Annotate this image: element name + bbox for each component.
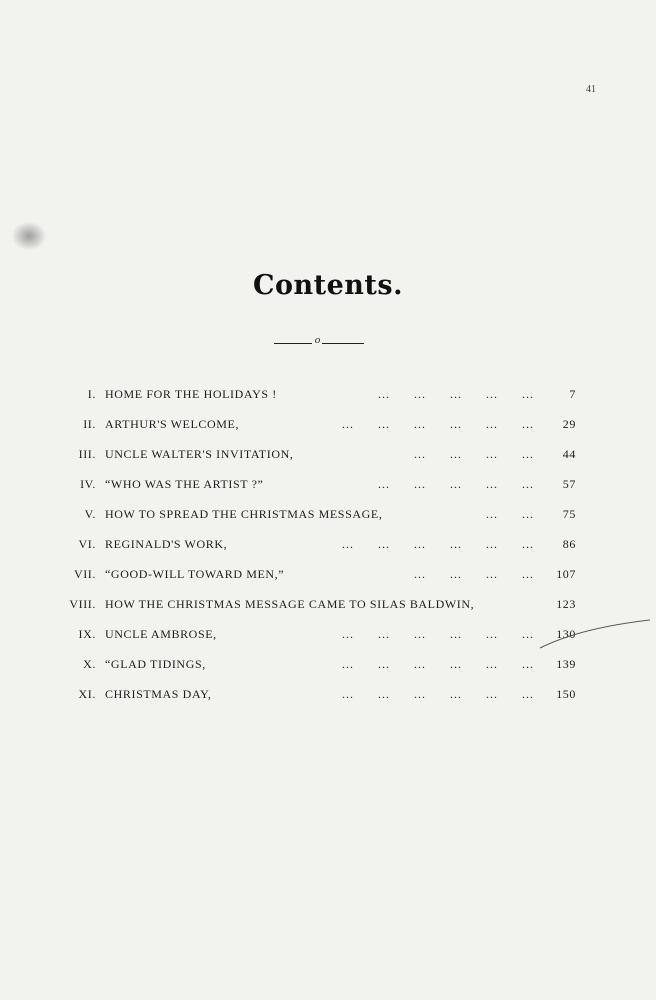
dot-leaders: ... ... ... ... [414, 567, 534, 581]
page-number: 29 [562, 417, 576, 431]
page-number: 44 [562, 447, 576, 461]
dot-leaders: ... ... ... ... ... ... [342, 627, 534, 641]
page-number: 7 [569, 387, 576, 401]
page-number: 139 [556, 657, 576, 671]
page-number: 86 [562, 537, 576, 551]
corner-mark: 41 [586, 84, 596, 95]
page-number: 107 [556, 567, 576, 581]
chapter-title: HOME FOR THE HOLIDAYS ! [105, 387, 277, 401]
chapter-number: XI. [78, 687, 96, 701]
chapter-number: IX. [78, 627, 96, 641]
page-number: 75 [562, 507, 576, 521]
dot-leaders: ... ... [486, 507, 534, 521]
chapter-title: ARTHUR'S WELCOME, [105, 417, 240, 431]
toc-entry [0, 654, 656, 678]
chapter-number: IV. [80, 477, 96, 491]
dot-leaders: ... ... ... ... ... ... [342, 537, 534, 551]
ink-smudge [12, 222, 46, 250]
chapter-title: CHRISTMAS DAY, [105, 687, 212, 701]
page-number: 123 [556, 597, 576, 611]
chapter-title: UNCLE AMBROSE, [105, 627, 217, 641]
chapter-title: HOW TO SPREAD THE CHRISTMAS MESSAGE, [105, 507, 383, 521]
toc-entry [0, 414, 656, 438]
chapter-number: VII. [73, 567, 96, 581]
chapter-title: “GOOD-WILL TOWARD MEN,” [105, 567, 285, 581]
toc-entry [0, 684, 656, 708]
toc-entry [0, 594, 656, 618]
toc-entry [0, 534, 656, 558]
page-number: 57 [562, 477, 576, 491]
toc-entry [0, 564, 656, 588]
divider-ornament: o [314, 334, 321, 346]
toc-entry [0, 624, 656, 648]
chapter-title: HOW THE CHRISTMAS MESSAGE CAME TO SILAS BALDWIN, [105, 597, 475, 611]
dot-leaders: ... ... ... ... ... ... [342, 687, 534, 701]
toc-entry [0, 504, 656, 528]
toc-entry [0, 474, 656, 498]
chapter-number: II. [83, 417, 96, 431]
chapter-number: I. [87, 387, 96, 401]
dot-leaders: ... ... ... ... ... [378, 477, 534, 491]
page-title: Contents. [253, 270, 403, 301]
dot-leaders: ... ... ... ... ... [378, 387, 534, 401]
dot-leaders: ... ... ... ... ... ... [342, 657, 534, 671]
chapter-number: X. [83, 657, 96, 671]
chapter-title: “WHO WAS THE ARTIST ?” [105, 477, 264, 491]
dot-leaders: ... ... ... ... [414, 447, 534, 461]
chapter-number: III. [78, 447, 96, 461]
title-divider [274, 334, 364, 349]
chapter-title: REGINALD'S WORK, [105, 537, 228, 551]
chapter-title: “GLAD TIDINGS, [105, 657, 206, 671]
toc-entry [0, 444, 656, 468]
chapter-title: UNCLE WALTER'S INVITATION, [105, 447, 294, 461]
toc-entry [0, 384, 656, 408]
page-number: 150 [556, 687, 576, 701]
chapter-number: VIII. [69, 597, 96, 611]
dot-leaders: ... ... ... ... ... ... [342, 417, 534, 431]
chapter-number: VI. [78, 537, 96, 551]
page-number: 130 [556, 627, 576, 641]
chapter-number: V. [84, 507, 96, 521]
